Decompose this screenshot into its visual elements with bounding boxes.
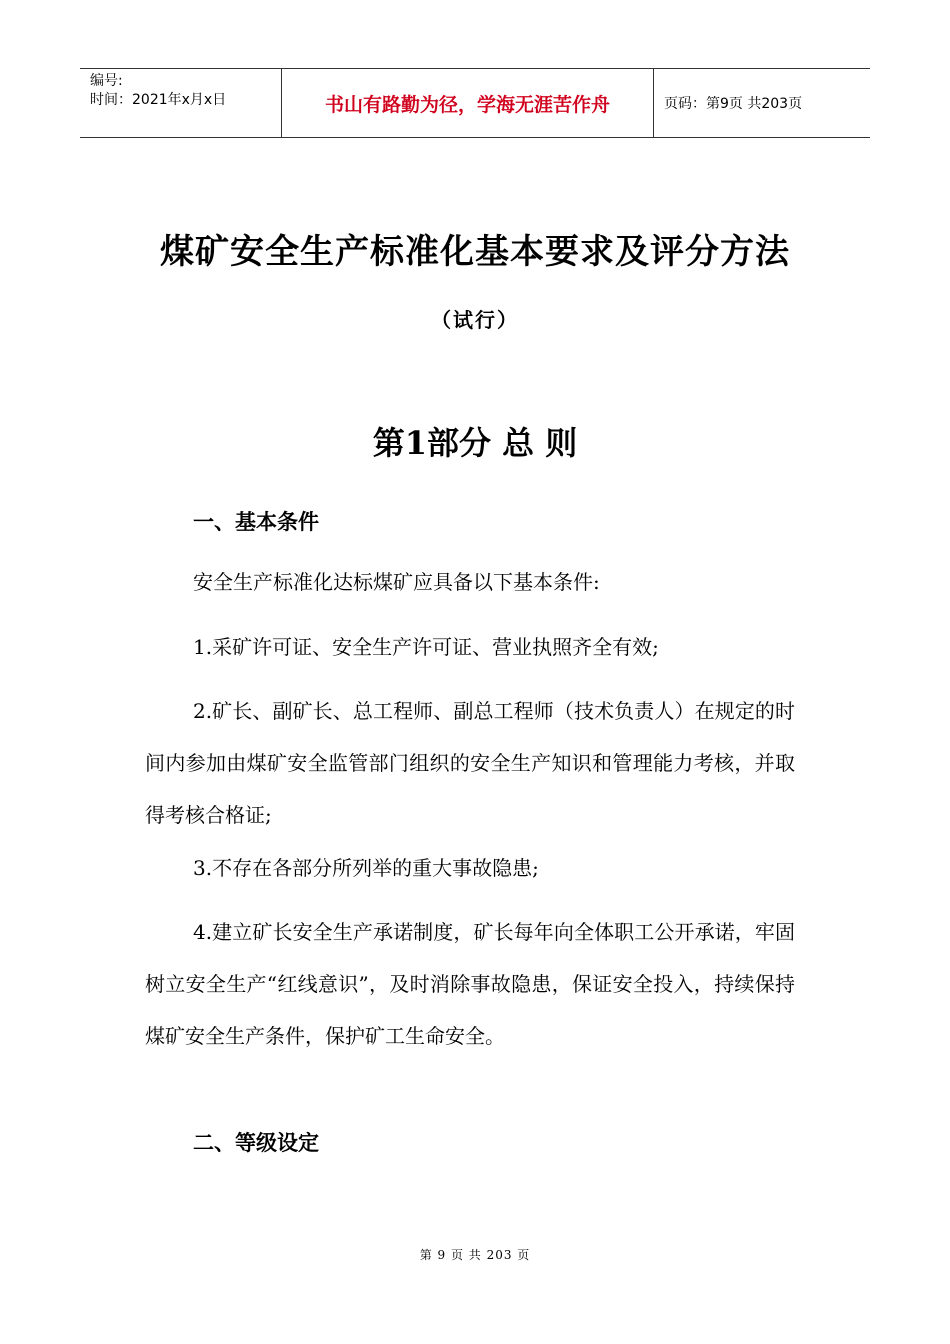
header-page-info: 页码：第9页 共203页 [664, 96, 803, 112]
section-heading-basic-conditions: 一、基本条件 [193, 510, 319, 534]
code-label: 编号: [90, 73, 123, 89]
header-meta [80, 69, 281, 137]
date-label: 时间：2021年x月x日 [90, 92, 227, 108]
document-subtitle: （试行） [431, 308, 519, 332]
condition-item-4: 4.建立矿长安全生产承诺制度，矿长每年向全体职工公开承诺，牢固树立安全生产“红线意识”，及时消除事故隐患，保证安全投入，持续保持煤矿安全生产条件，保护矿工生命安全。 [145, 920, 795, 1048]
condition-item-2: 2.矿长、副矿长、总工程师、副总工程师（技术负责人）在规定的时间内参加由煤矿安全监管部门组织的安全生产知识和管理能力考核，并取得考核合格证; [145, 699, 795, 827]
page-footer: 第 9 页 共 203 页 [419, 1248, 531, 1262]
page-header [80, 68, 870, 138]
condition-item-3: 3.不存在各部分所列举的重大事故隐患; [193, 856, 539, 880]
part-heading: 第1部分 总 则 [372, 424, 578, 462]
intro-paragraph: 安全生产标准化达标煤矿应具备以下基本条件: [193, 570, 600, 594]
section-heading-grade-setting: 二、等级设定 [193, 1131, 319, 1155]
document-title: 煤矿安全生产标准化基本要求及评分方法 [160, 232, 790, 272]
condition-item-1: 1.采矿许可证、安全生产许可证、营业执照齐全有效; [193, 635, 659, 659]
header-motto: 书山有路勤为径，学海无涯苦作舟 [281, 69, 654, 137]
